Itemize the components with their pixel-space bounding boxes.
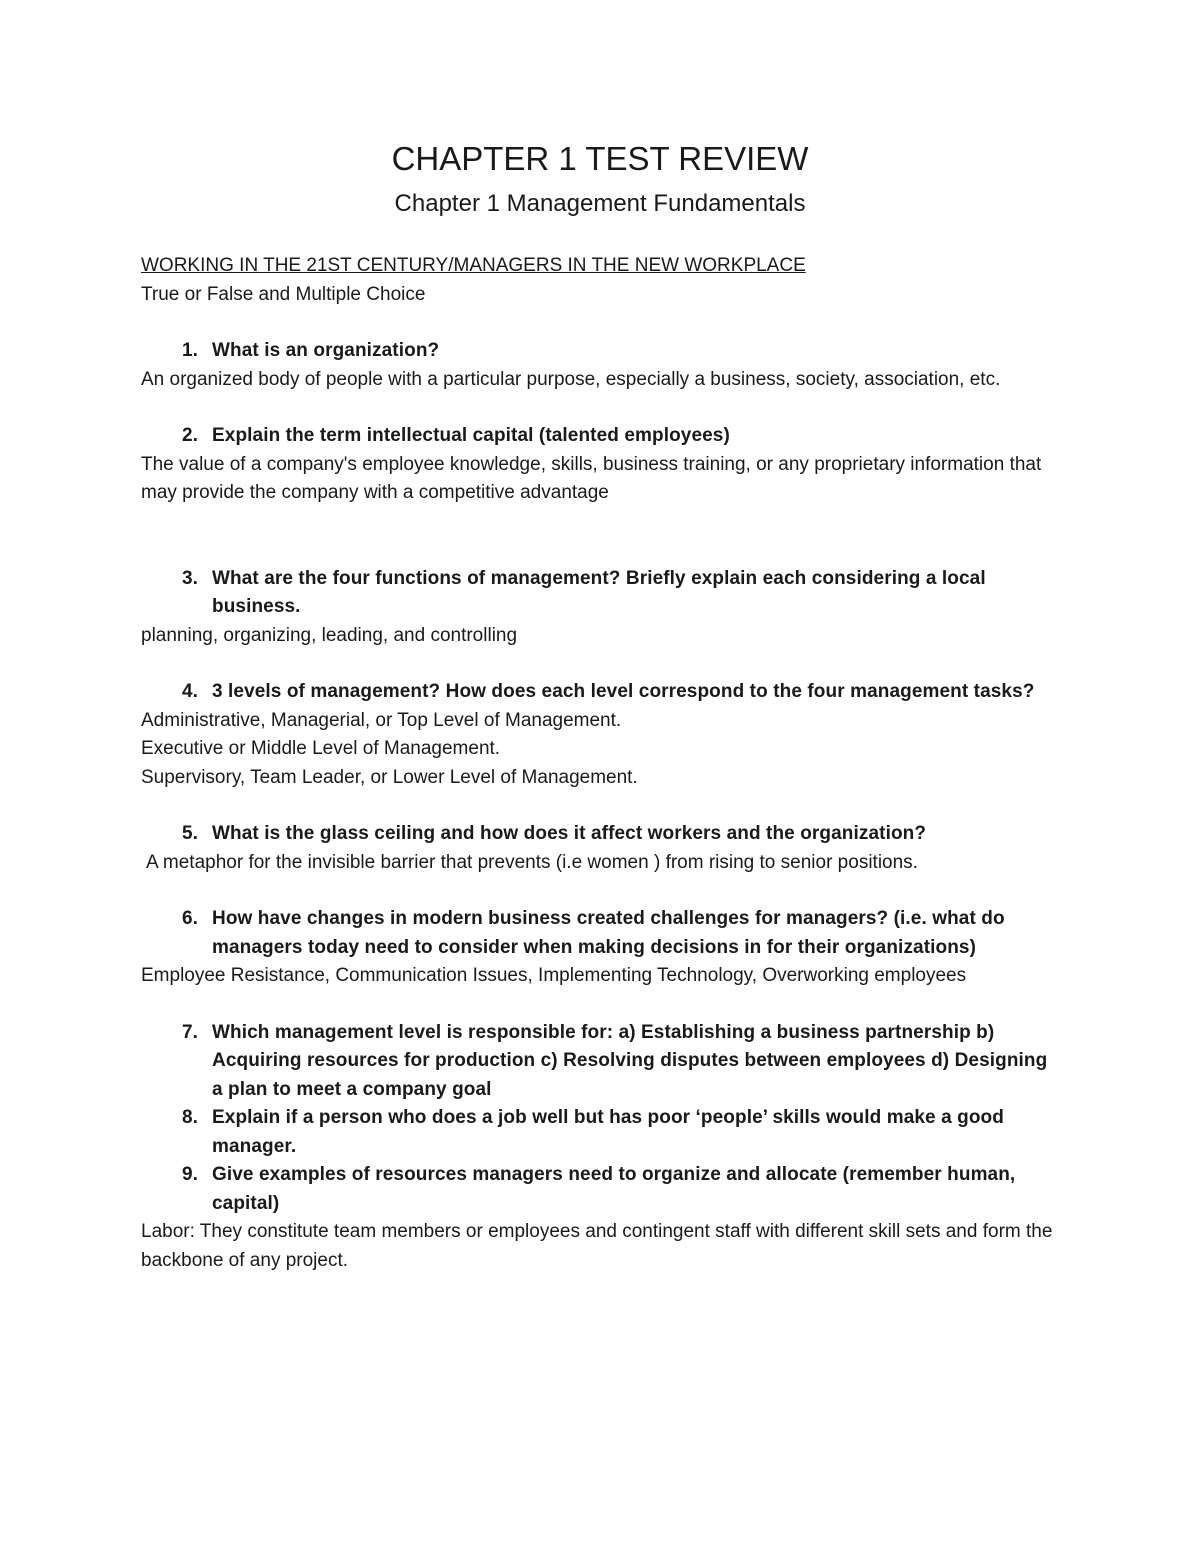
question-text: What is an organization? (212, 340, 440, 361)
question-8 (141, 1104, 1061, 1161)
question-text: What is the glass ceiling and how does it affect workers and the organization? (212, 823, 927, 844)
question-text: Which management level is responsible for: a) Establishing a business partnership b) Acquiring resources for production c) Resolving disputes between employees d) Designing a plan to meet a company goal (212, 1021, 1048, 1100)
question-number: 8. (181, 1107, 198, 1128)
question-number: 1. (181, 340, 198, 361)
answer-1: An organized body of people with a particular purpose, especially a business, society, association, etc. (141, 368, 1001, 390)
question-5 (141, 820, 1061, 849)
question-4 (141, 678, 1061, 707)
answer-5: A metaphor for the invisible barrier that prevents (i.e women ) from rising to senior positions. (146, 851, 918, 873)
section-heading: WORKING IN THE 21ST CENTURY/MANAGERS IN THE NEW WORKPLACE (141, 255, 806, 276)
question-text: What are the four functions of management? Briefly explain each considering a local business. (212, 567, 986, 617)
question-number: 4. (181, 681, 198, 702)
answer-9: Labor: They constitute team members or employees and contingent staff with different skill sets and form the backbone of any project. (141, 1221, 1053, 1271)
question-number: 2. (181, 425, 198, 446)
answer-4-line-3: Supervisory, Team Leader, or Lower Level of Management. (141, 766, 638, 788)
question-text: Explain the term intellectual capital (talented employees) (212, 425, 730, 446)
question-number: 7. (181, 1021, 198, 1043)
question-number: 5. (181, 823, 198, 844)
question-9 (141, 1161, 1061, 1218)
document-title: CHAPTER 1 TEST REVIEW (391, 140, 809, 177)
question-6 (141, 905, 1061, 962)
question-number: 9. (181, 1164, 198, 1185)
question-text: Give examples of resources managers need to organize and allocate (remember human, capital) (212, 1164, 1016, 1214)
answer-4-line-2: Executive or Middle Level of Management. (141, 738, 501, 759)
question-7 (141, 1019, 1061, 1105)
question-number: 6. (181, 908, 198, 929)
document-body (141, 252, 1061, 1275)
question-text: How have changes in modern business created challenges for managers? (i.e. what do managers today need to consider when making decisions in for their organizations) (212, 908, 1005, 958)
section-note: True or False and Multiple Choice (141, 283, 426, 305)
document-subtitle: Chapter 1 Management Fundamentals (394, 190, 806, 217)
answer-6: Employee Resistance, Communication Issues, Implementing Technology, Overworking employees (141, 965, 967, 986)
answer-4-line-1: Administrative, Managerial, or Top Level of Management. (141, 709, 622, 731)
question-text: Explain if a person who does a job well but has poor ‘people’ skills would make a good manager. (212, 1107, 1004, 1157)
question-3 (141, 565, 1061, 622)
question-number: 3. (181, 567, 198, 589)
question-2 (141, 422, 1061, 451)
question-1 (141, 337, 1061, 366)
answer-2: The value of a company's employee knowledge, skills, business training, or any proprietary information that may provide the company with a competitive advantage (141, 453, 1042, 503)
question-text: 3 levels of management? How does each level correspond to the four management tasks? (212, 681, 1035, 702)
answer-3: planning, organizing, leading, and controlling (141, 624, 518, 646)
